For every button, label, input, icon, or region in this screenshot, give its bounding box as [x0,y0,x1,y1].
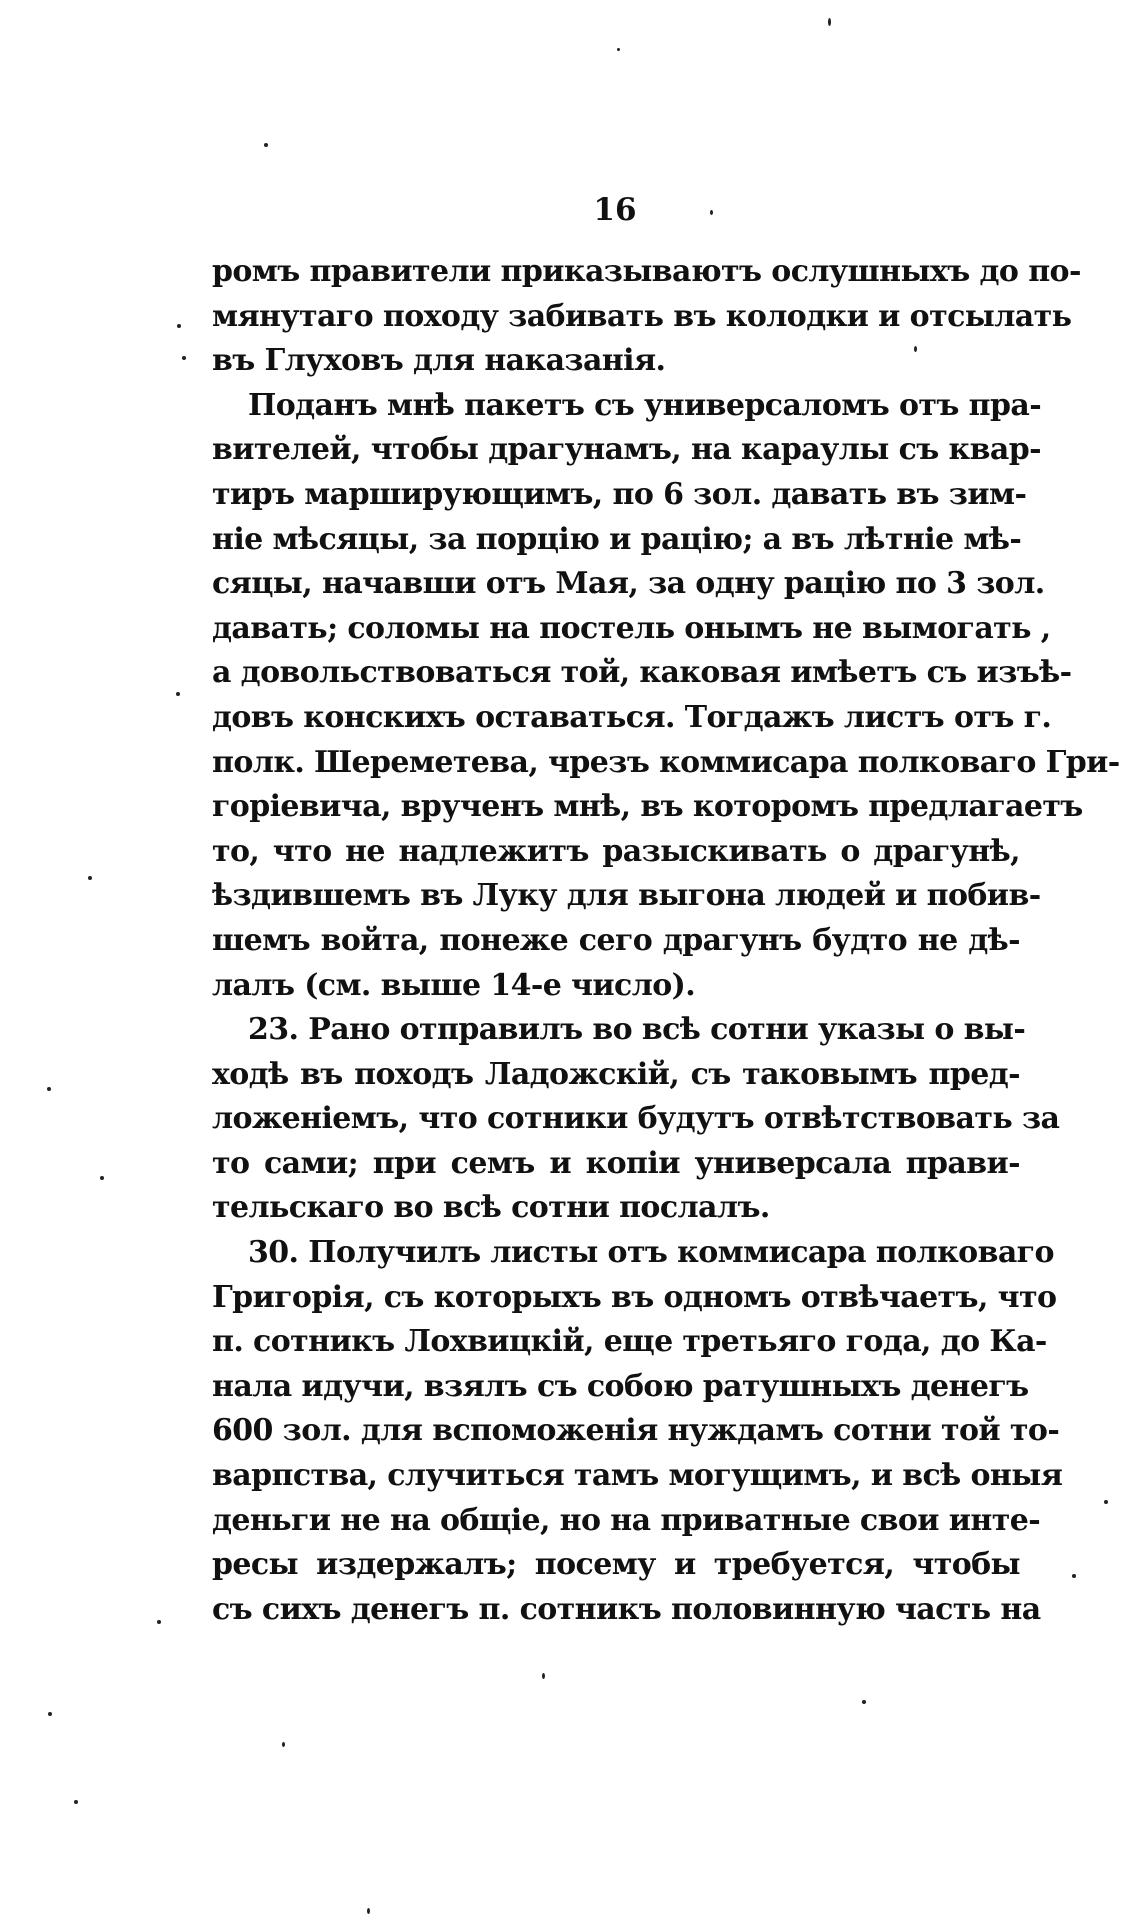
text-line: деньги не на общіе, но на приватные свои инте- [212,1502,1041,1538]
text-line: п. сотникъ Лохвицкій, еще третьяго года, до Ка- [212,1324,1047,1360]
text-line: ніе мѣсяцы, за порцію и рацію; а въ лѣтніе мѣ- [212,521,1022,557]
scan-speck [88,876,92,880]
text-line: горіевича, врученъ мнѣ, въ которомъ предлагаетъ [212,789,1083,825]
text-line: давать; соломы на постель онымъ не вымогать , [212,610,1051,646]
scan-speck [157,1620,161,1624]
text-line: въ Глуховъ для наказанія. [212,343,666,379]
scan-speck [176,692,180,696]
text-line: съ сихъ денегъ п. сотникъ половинную часть на [212,1591,1041,1627]
text-line: вителей, чтобы драгунамъ, на караулы съ квар- [212,432,1041,468]
body-text [212,250,1120,1632]
text-line: ромъ правители приказываютъ ослушныхъ до по- [212,254,1081,289]
scan-speck [100,1176,104,1180]
scan-speck [828,18,831,26]
text-line: а довольствоваться той, каковая имѣетъ съ изъѣ- [212,655,1072,691]
scan-speck [282,1742,285,1747]
paragraph-first-line: Поданъ мнѣ пакетъ съ универсаломъ отъ пра- [248,387,1042,423]
scan-speck [542,1673,545,1679]
text-line: тиръ марширующимъ, по 6 зол. давать въ зим- [212,476,1027,512]
text-line: ходѣ въ походъ Ладожскій, съ таковымъ пред- [212,1056,1020,1092]
text-line: мянутаго походу забивать въ колодки и отсылать [212,298,1072,334]
scan-speck [367,1908,370,1914]
scan-speck [177,324,181,328]
text-line: ѣздившемъ въ Луку для выгона людей и побив- [212,878,1041,914]
scan-speck [617,48,620,51]
text-line: шемъ войта, понеже сего драгунъ будто не дѣ- [212,922,1020,958]
text-line: полк. Шереметева, чрезъ коммисара полковаго Гри- [212,744,1120,780]
scan-speck [914,346,917,352]
text-line: нала идучи, взялъ съ собою ратушныхъ денегъ [212,1368,1029,1404]
scan-speck [48,1712,52,1716]
paragraph-first-line: 30. Получилъ листы отъ коммисара полковаго [248,1235,1054,1271]
text-line: Григорія, съ которыхъ въ одномъ отвѣчаетъ, что [212,1279,1057,1315]
text-line: ресы издержалъ; посему и требуется, чтобы [212,1547,1020,1583]
scan-speck [1104,1500,1108,1504]
text-line: ложеніемъ, что сотники будутъ отвѣтствовать за [212,1101,1060,1137]
text-line: сяцы, начавши отъ Мая, за одну рацію по 3 зол. [212,566,1045,602]
text-line: то сами; при семъ и копіи универсала прави- [212,1145,1020,1181]
page-number: 16 [593,192,637,228]
scan-speck [862,1700,866,1704]
scan-speck [710,210,713,215]
scan-speck [1072,1574,1076,1578]
scan-speck [74,1800,78,1804]
text-line: то, что не надлежитъ разыскивать о драгунѣ, [212,833,1020,869]
scan-speck [47,1087,51,1091]
text-line: варпства, случиться тамъ могущимъ, и всѣ оныя [212,1458,1063,1494]
text-line: 600 зол. для вспоможенія нуждамъ сотни той то- [212,1413,1060,1449]
text-line: лалъ (см. выше 14-е число). [212,967,696,1003]
scan-speck [182,356,186,360]
paragraph-first-line: 23. Рано отправилъ во всѣ сотни указы о вы- [248,1012,1026,1048]
scan-speck [264,143,268,147]
text-line: тельскаго во всѣ сотни послалъ. [212,1190,770,1226]
text-line: довъ конскихъ оставаться. Тогдажъ листъ отъ г. [212,699,1052,735]
